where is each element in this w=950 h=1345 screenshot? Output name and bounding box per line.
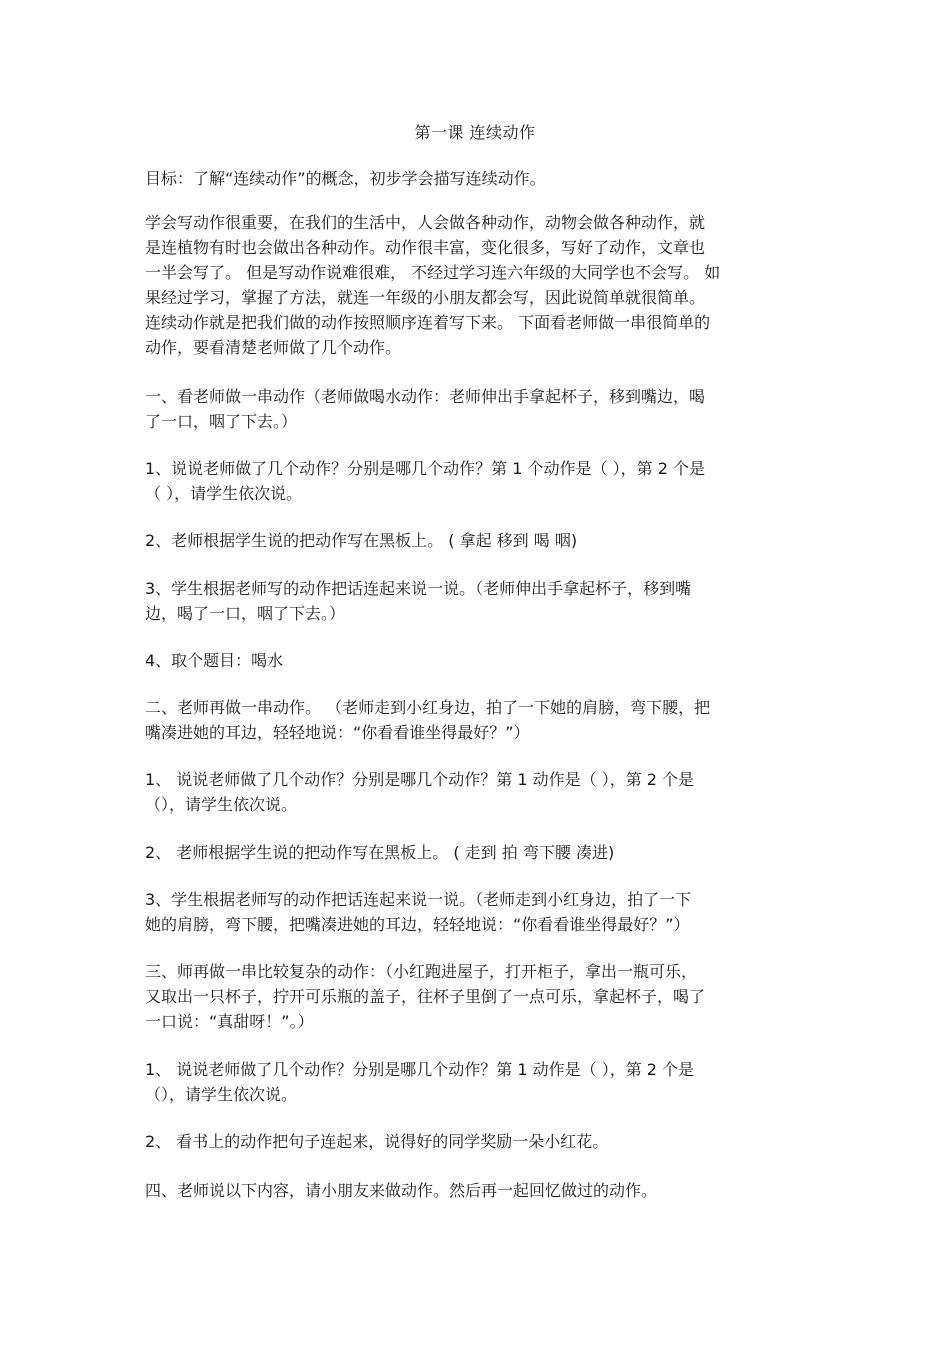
section-two-item-1 <box>145 767 810 817</box>
text-line: 1、 说说老师做了几个动作？分别是哪几个动作？第 1 动作是（ ），第 2 个是 <box>145 770 695 789</box>
section-three-item-2 <box>145 1129 810 1154</box>
section-four-heading <box>145 1178 810 1203</box>
text-line: 2、老师根据学生说的把动作写在黑板上。 ( 拿起 移到 喝 咽) <box>145 531 578 550</box>
text-line: 果经过学习，掌握了方法，就连一年级的小朋友都会写，因此说简单就很简单。 <box>145 288 706 307</box>
text-line: 3、学生根据老师写的动作把话连起来说一说。（老师走到小红身边，拍了一下 <box>145 890 692 909</box>
text-line: 目标：了解“连续动作”的概念，初步学会描写连续动作。 <box>145 169 546 188</box>
section-one-item-1 <box>145 456 810 506</box>
text-line: （），请学生依次说。 <box>145 795 298 814</box>
text-line: 3、学生根据老师写的动作把话连起来说一说。（老师伸出手拿起杯子，移到嘴 <box>145 579 692 598</box>
text-line: 动作，要看清楚老师做了几个动作。 <box>145 338 402 357</box>
text-line: 三、师再做一串比较复杂的动作：（小红跑进屋子，打开柜子，拿出一瓶可乐， <box>145 962 698 981</box>
text-line: 一、看老师做一串动作（老师做喝水动作：老师伸出手拿起杯子，移到嘴边，喝 <box>145 387 706 406</box>
text-line: 她的肩膀，弯下腰，把嘴凑进她的耳边，轻轻地说：“你看看谁坐得最好？”） <box>145 915 690 934</box>
section-two-item-2 <box>145 840 810 865</box>
lesson-title: 第一课 连续动作 <box>414 123 536 142</box>
text-line: （），请学生依次说。 <box>145 1085 298 1104</box>
text-line: 4、取个题目：喝水 <box>145 651 284 670</box>
text-line: 又取出一只杯子，拧开可乐瓶的盖子，往杯子里倒了一点可乐，拿起杯子，喝了 <box>145 987 706 1006</box>
text-line: 1、说说老师做了几个动作？分别是哪几个动作？第 1 个动作是（ ），第 2 个是 <box>145 459 705 478</box>
text-line: 一半会写了。 但是写动作说难很难， 不经过学习连六年级的大同学也不会写。 如 <box>145 263 721 282</box>
section-one-item-3 <box>145 576 810 626</box>
text-line: 2、 看书上的动作把句子连起来，说得好的同学奖励一朵小红花。 <box>145 1132 609 1151</box>
section-two-item-3 <box>145 887 810 937</box>
text-line: 2、 老师根据学生说的把动作写在黑板上。 ( 走到 拍 弯下腰 凑进) <box>145 843 615 862</box>
objective-paragraph <box>145 166 810 191</box>
text-line: 连续动作就是把我们做的动作按照顺序连着写下来。 下面看老师做一串很简单的 <box>145 313 711 332</box>
section-three-heading <box>145 959 810 1034</box>
section-one-item-2 <box>145 528 810 553</box>
section-one-item-4 <box>145 648 810 673</box>
text-line: 学会写动作很重要，在我们的生活中，人会做各种动作，动物会做各种动作，就 <box>145 213 706 232</box>
intro-paragraph <box>145 210 810 360</box>
text-line: 1、 说说老师做了几个动作？分别是哪几个动作？第 1 动作是（ ），第 2 个是 <box>145 1060 695 1079</box>
section-three-item-1 <box>145 1057 810 1107</box>
text-line: （ ），请学生依次说。 <box>145 484 303 503</box>
text-line: 二、老师再做一串动作。 （老师走到小红身边，拍了一下她的肩膀，弯下腰，把 <box>145 698 711 717</box>
text-line: 是连植物有时也会做出各种动作。动作很丰富，变化很多，写好了动作，文章也 <box>145 238 706 257</box>
text-line: 边，喝了一口，咽了下去。） <box>145 604 346 623</box>
section-one-heading <box>145 384 810 434</box>
text-line: 四、老师说以下内容，请小朋友来做动作。然后再一起回忆做过的动作。 <box>145 1181 658 1200</box>
section-two-heading <box>145 695 810 745</box>
text-line: 一口说：“真甜呀！”。） <box>145 1012 314 1031</box>
text-line: 了一口，咽了下去。） <box>145 412 298 431</box>
text-line: 嘴凑进她的耳边，轻轻地说：“你看看谁坐得最好？”） <box>145 723 530 742</box>
